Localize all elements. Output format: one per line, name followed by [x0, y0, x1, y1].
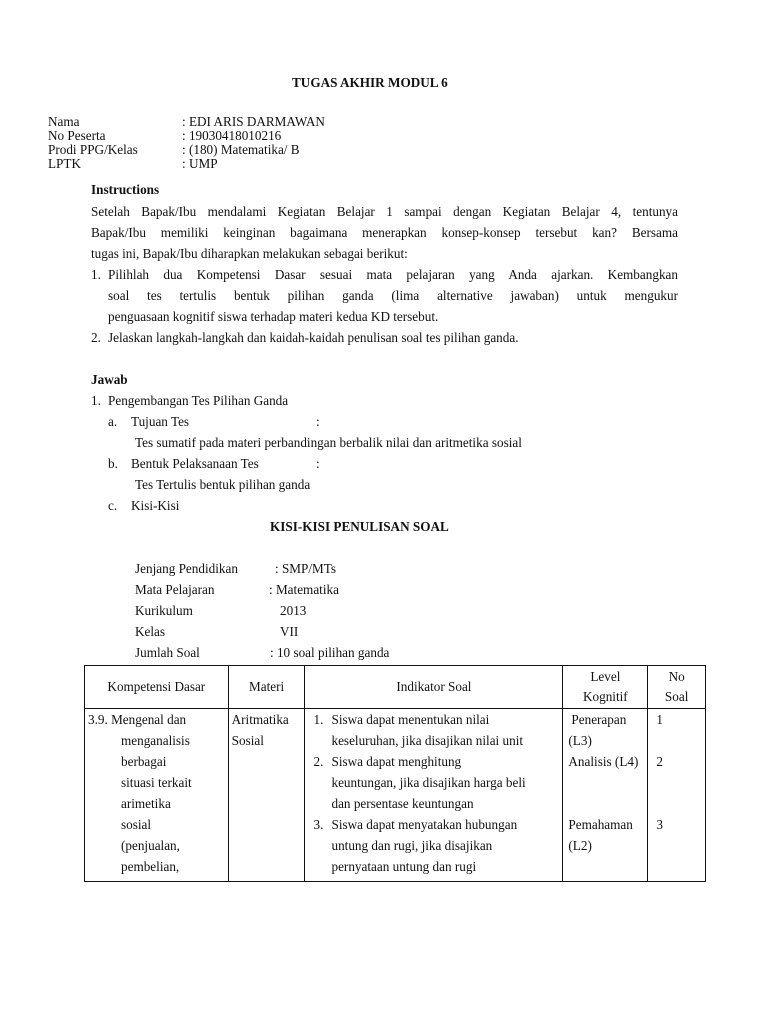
- header-indikator-soal: Indikator Soal: [305, 666, 563, 709]
- kisi-title: KISI-KISI PENULISAN SOAL: [270, 519, 449, 534]
- cell-materi: Aritmatika Sosial: [228, 709, 305, 882]
- kisi-meta-value-kelas: VII: [280, 624, 299, 639]
- identity-value-peserta: : 19030418010216: [182, 128, 282, 143]
- instructions-para-line-1: Setelah Bapak/Ibu mendalami Kegiatan Belajar 1 sampai dengan Kegiatan Belajar 4, tentunya: [91, 204, 678, 219]
- header-materi: Materi: [228, 666, 305, 709]
- cell-no-soal: 1 2 3: [648, 709, 706, 882]
- jawab-heading: Jawab: [91, 372, 128, 387]
- cell-level-kognitif: Penerapan (L3) Analisis (L4) Pemahaman (L2): [563, 709, 648, 882]
- kisi-meta-value-jumlah: : 10 soal pilihan ganda: [270, 645, 390, 660]
- identity-value-prodi: : (180) Matematika/ B: [182, 142, 300, 157]
- kisi-meta-label-kelas: Kelas: [135, 624, 166, 639]
- header-level-kognitif: Level Kognitif: [563, 666, 648, 709]
- identity-label-lptk: LPTK: [48, 156, 81, 171]
- kisi-meta-label-jumlah: Jumlah Soal: [135, 645, 200, 660]
- indicator-item-3: 3. Siswa dapat menyatakan hubungan untung dan rugi, jika disajikan pernyataan untung dan rugi: [313, 817, 518, 874]
- jawab-a-text: Tujuan Tes: [131, 414, 190, 429]
- table-row: [85, 709, 706, 882]
- instruction-item-1-line-3: penguasaan kognitif siswa terhadap materi kedua KD tersebut.: [108, 309, 439, 324]
- instruction-item-2-text: Jelaskan langkah-langkah dan kaidah-kaidah penulisan soal tes pilihan ganda.: [108, 330, 519, 345]
- instruction-item-1-number: 1.: [91, 267, 101, 282]
- kisi-meta-value-jenjang: : SMP/MTs: [275, 561, 337, 576]
- jawab-b-value: Tes Tertulis bentuk pilihan ganda: [135, 477, 311, 492]
- identity-value-nama: : EDI ARIS DARMAWAN: [182, 114, 325, 129]
- jawab-b-text: Bentuk Pelaksanaan Tes: [131, 456, 259, 471]
- kisi-table-header-row: [85, 666, 706, 709]
- jawab-item-1-number: 1.: [91, 393, 101, 408]
- page-title: TUGAS AKHIR MODUL 6: [292, 75, 448, 90]
- instruction-item-2-number: 2.: [91, 330, 101, 345]
- cell-indikator: [305, 709, 563, 882]
- jawab-a-label: a.: [108, 414, 118, 429]
- indicator-item-1: 1. Siswa dapat menentukan nilai keseluruhan, jika disajikan nilai unit: [313, 712, 524, 748]
- header-kompetensi-dasar: Kompetensi Dasar: [85, 666, 229, 709]
- jawab-b-label: b.: [108, 456, 118, 471]
- instructions-para-line-2: Bapak/Ibu memiliki keinginan bagaimana menerapkan konsep-konsep tersebut kan? Bersama: [91, 225, 678, 240]
- kisi-meta-value-mapel: : Matematika: [269, 582, 339, 597]
- jawab-c-label: c.: [108, 498, 118, 513]
- kisi-table: [84, 665, 706, 882]
- instruction-item-1-line-2: soal tes tertulis bentuk pilihan ganda (lima alternative jawaban) untuk mengukur: [108, 288, 678, 303]
- identity-label-nama: Nama: [48, 114, 80, 129]
- indicator-item-2: 2. Siswa dapat menghitung keuntungan, jika disajikan harga beli dan persentase keuntungan: [313, 754, 526, 811]
- kisi-meta-label-jenjang: Jenjang Pendidikan: [135, 561, 238, 576]
- kisi-meta-label-mapel: Mata Pelajaran: [135, 582, 215, 597]
- instruction-item-1-line-1: Pilihlah dua Kompetensi Dasar sesuai mata pelajaran yang Anda ajarkan. Kembangkan: [108, 267, 678, 282]
- kisi-meta-value-kurikulum: 2013: [280, 603, 307, 618]
- identity-value-lptk: : UMP: [182, 156, 218, 171]
- jawab-a-colon: :: [316, 414, 320, 429]
- jawab-a-value: Tes sumatif pada materi perbandingan berbalik nilai dan aritmetika sosial: [135, 435, 522, 450]
- cell-kompetensi-dasar: 3.9. Mengenal dan menganalisis berbagai situasi terkait arimetika sosial (penjualan, pembelian,: [85, 709, 229, 882]
- identity-label-prodi: Prodi PPG/Kelas: [48, 142, 138, 157]
- jawab-c-text: Kisi-Kisi: [131, 498, 180, 513]
- instructions-heading: Instructions: [91, 182, 160, 197]
- instructions-para-line-3: tugas ini, Bapak/Ibu diharapkan melakukan sebagai berikut:: [91, 246, 408, 261]
- identity-label-peserta: No Peserta: [48, 128, 106, 143]
- jawab-b-colon: :: [316, 456, 320, 471]
- jawab-item-1-text: Pengembangan Tes Pilihan Ganda: [108, 393, 289, 408]
- header-no-soal: No Soal: [648, 666, 706, 709]
- kisi-meta-label-kurikulum: Kurikulum: [135, 603, 193, 618]
